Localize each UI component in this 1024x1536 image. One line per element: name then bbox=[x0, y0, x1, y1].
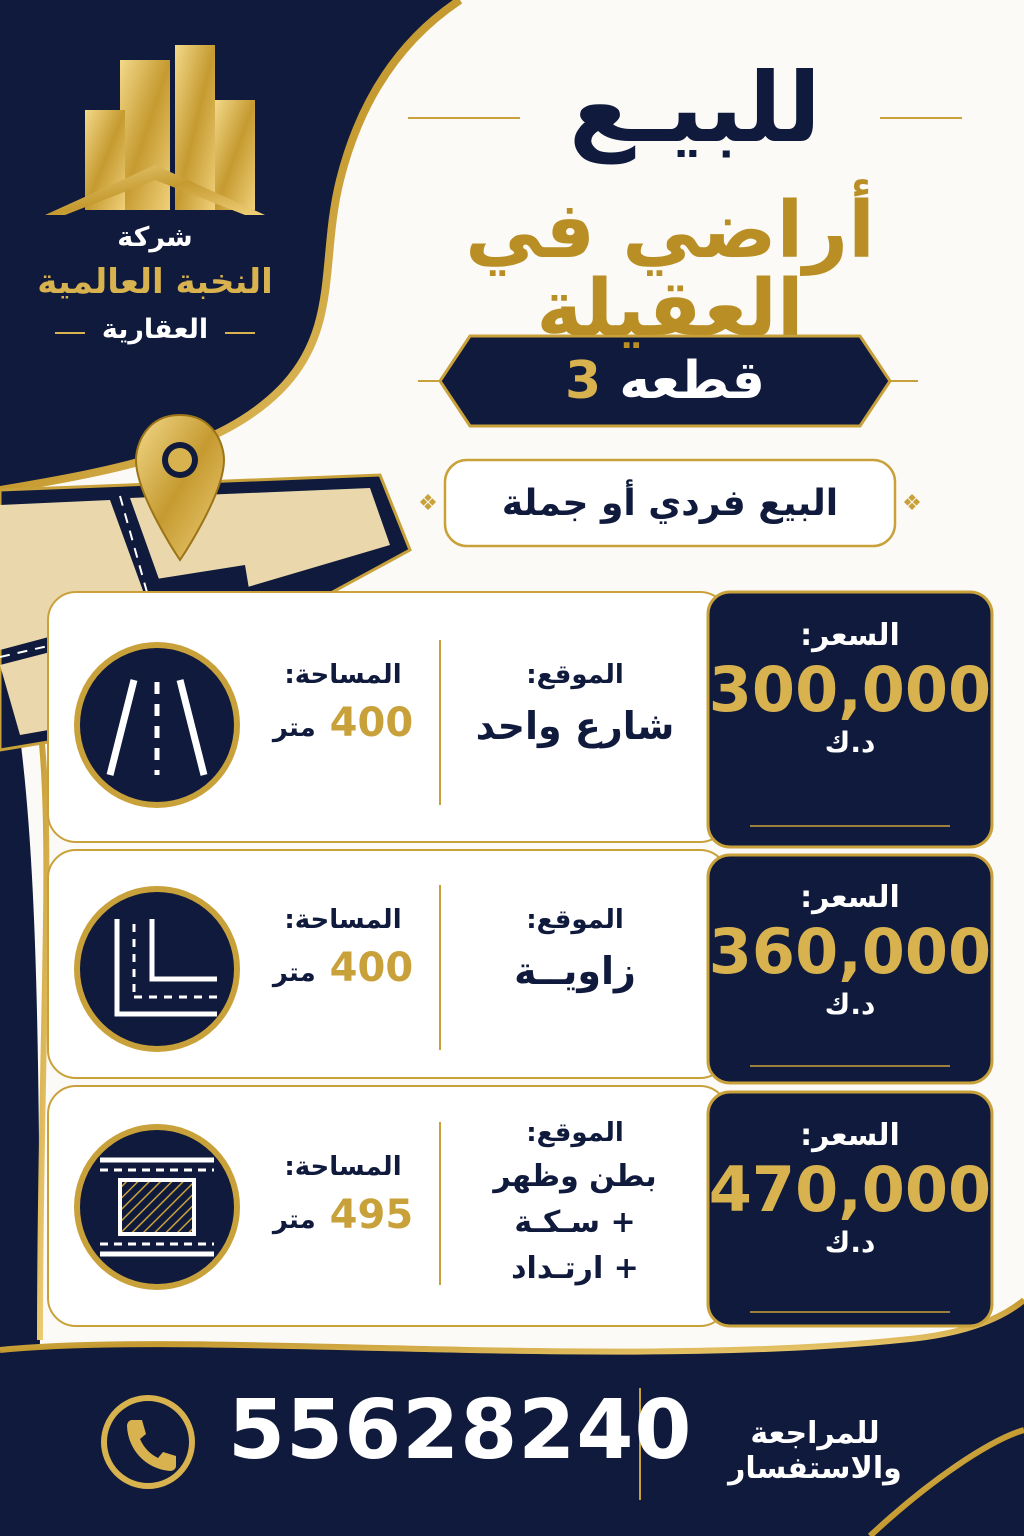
area-number: 400 bbox=[329, 700, 414, 746]
price-value: 300,000 bbox=[708, 653, 992, 726]
location-label: الموقع: bbox=[526, 905, 624, 935]
listing-2-area bbox=[258, 905, 428, 991]
location-line-2: + سـكـة bbox=[514, 1205, 636, 1240]
area-value bbox=[258, 1192, 428, 1238]
area-label: المساحة: bbox=[284, 905, 402, 935]
location-value: زاويــة bbox=[514, 949, 636, 993]
listing-2-location bbox=[450, 905, 700, 993]
listing-1-area bbox=[258, 660, 428, 746]
phone-number[interactable]: 55628240 bbox=[228, 1383, 693, 1478]
area-label: المساحة: bbox=[284, 1152, 402, 1182]
area-number: 400 bbox=[329, 945, 414, 991]
location-value: شارع واحد bbox=[475, 704, 675, 748]
listing-1-price-box bbox=[708, 618, 992, 759]
headline-for-sale: للبيـع bbox=[569, 52, 821, 164]
location-label: الموقع: bbox=[526, 1118, 624, 1148]
area-number: 495 bbox=[329, 1192, 414, 1238]
road-icon bbox=[72, 640, 242, 810]
price-label: السعر: bbox=[800, 880, 900, 915]
price-value: 470,000 bbox=[708, 1153, 992, 1226]
listing-3-area bbox=[258, 1152, 428, 1238]
svg-text:❖: ❖ bbox=[902, 491, 922, 516]
area-value bbox=[258, 700, 428, 746]
company-name-line2: النخبة العالمية bbox=[37, 262, 273, 302]
area-value bbox=[258, 945, 428, 991]
price-value: 360,000 bbox=[708, 915, 992, 988]
svg-text:❖: ❖ bbox=[418, 491, 438, 516]
phone-icon[interactable] bbox=[98, 1392, 198, 1492]
corner-plot-icon bbox=[72, 884, 242, 1054]
listing-3-price-box bbox=[708, 1118, 992, 1259]
block-label: قطعه bbox=[619, 351, 765, 411]
price-currency: د.ك bbox=[824, 1226, 876, 1259]
area-label: المساحة: bbox=[284, 660, 402, 690]
company-name-line1: شركة bbox=[117, 222, 193, 253]
price-label: السعر: bbox=[800, 618, 900, 653]
listing-3-location bbox=[450, 1118, 700, 1292]
block-number: 3 bbox=[565, 351, 602, 411]
area-unit: متر bbox=[272, 713, 316, 743]
price-currency: د.ك bbox=[824, 988, 876, 1021]
price-currency: د.ك bbox=[824, 726, 876, 759]
listing-1-location bbox=[450, 660, 700, 748]
area-unit: متر bbox=[272, 1205, 316, 1235]
location-line-1: بطن وظهر bbox=[493, 1159, 657, 1194]
location-label: الموقع: bbox=[526, 660, 624, 690]
headline-lands: أراضي في العقيلة bbox=[465, 186, 875, 354]
sale-mode: البيع فردي أو جملة bbox=[501, 483, 839, 524]
plot-between-streets-icon bbox=[72, 1122, 242, 1292]
listing-2-price-box bbox=[708, 880, 992, 1021]
company-name-line3: العقارية bbox=[101, 314, 209, 345]
location-line-3: + ارتـداد bbox=[511, 1251, 639, 1286]
price-label: السعر: bbox=[800, 1118, 900, 1153]
inquiry-label: للمراجعة والاستفسار bbox=[728, 1416, 902, 1486]
area-unit: متر bbox=[272, 958, 316, 988]
block-badge bbox=[455, 336, 875, 426]
